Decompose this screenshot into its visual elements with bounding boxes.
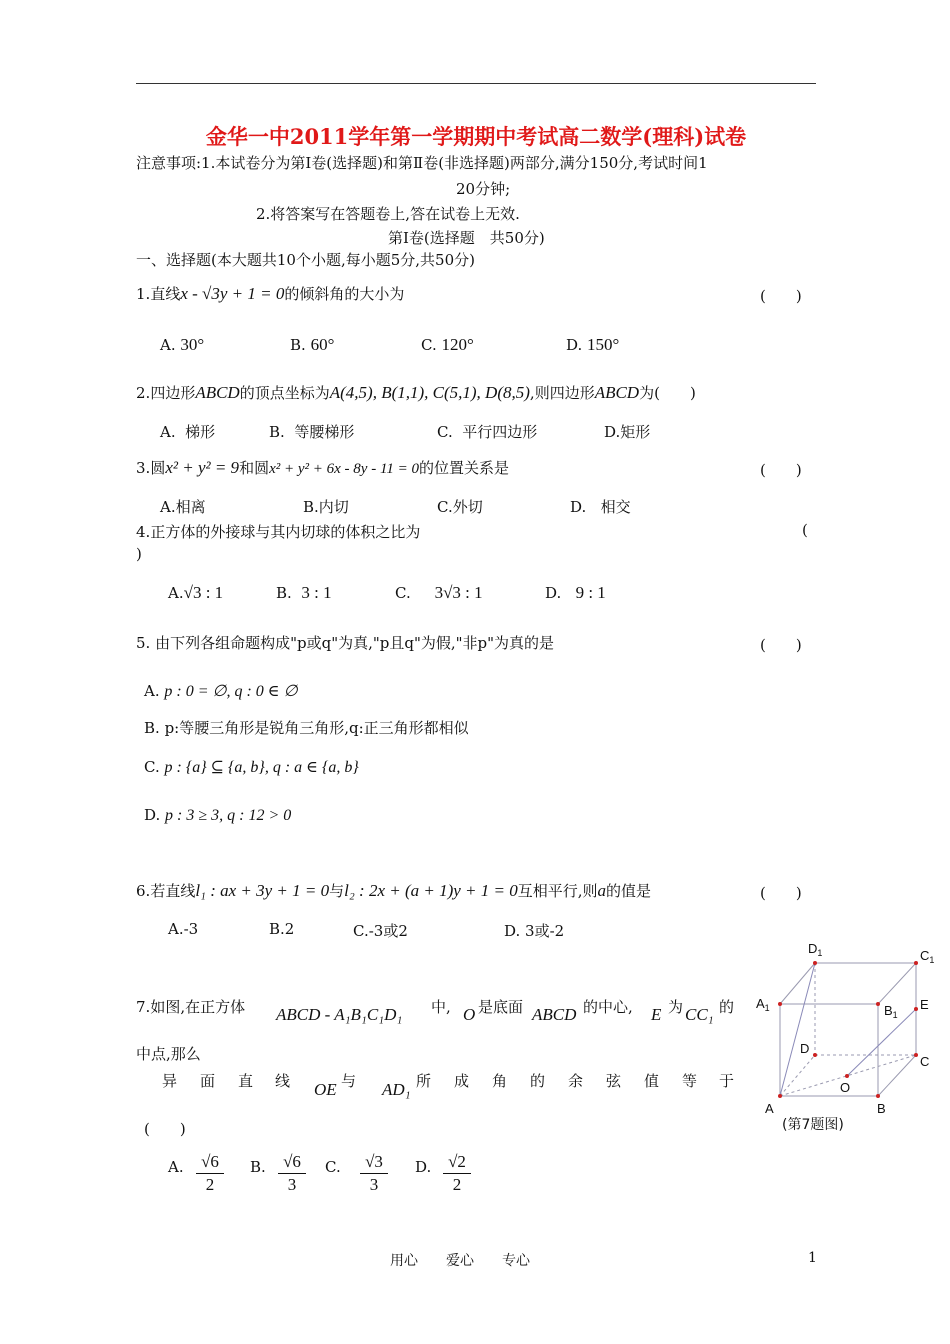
q7-shi: 是底面 [478,998,524,1016]
label-a: A [765,1101,774,1116]
q7-answer-paren: ( ) [144,1120,186,1138]
point-o [845,1074,849,1078]
q7-char: 线 [275,1072,291,1090]
q7-char: 面 [200,1072,216,1090]
label-d1: $D_1$ [808,941,823,958]
footer-slogan: 用心 爱心 专心 [390,1253,530,1269]
question-6: 6.若直线l₁ : ax + 3y + 1 = 0与l₂ : 2x + (a + 1)y + 1 = 0互相平行,则a的值是 [136,881,652,900]
q5-option-b: B. p:等腰三角形是锐角三角形,q:正三角形都相似 [144,719,469,737]
q3-option-d: D. 相交 [570,498,631,516]
vertex-b [876,1094,880,1098]
vertex-c1 [914,961,918,965]
q7-de: 的 [719,998,735,1016]
q2-coordinates: A(4,5), B(1,1), C(5,1), D(8,5) [329,383,530,402]
vertex-c [914,1053,918,1057]
q7-char: 弦 [606,1072,622,1090]
q7-point-o: O [463,1005,476,1024]
question-3: 3.圆x² + y² = 9和圆x² + y² + 6x - 8y - 11 = 0的位置关系是 [136,458,509,477]
question-1 [136,283,404,304]
part1-heading: 第Ⅰ卷(选择题 共50分) [388,229,545,247]
q7-char: 等 [682,1072,698,1090]
q6-option-b: B.2 [269,920,295,938]
q7-char: 于 [719,1072,735,1090]
vertex-a [778,1094,782,1098]
q2-option-c: C. 平行四边形 [437,423,538,441]
q4-option-b: B. 3 : 1 [276,583,332,602]
q4-option-c: C. 3√3 : 1 [395,583,483,602]
label-a1: $A_1$ [756,996,770,1013]
q7-line-oe: OE [314,1080,337,1099]
q7-option-b-label: B. [250,1158,266,1176]
cube-figure [752,940,942,1140]
q1-option-d: D. 150° [566,335,620,354]
q7-base: ABCD [532,1005,577,1024]
q7-edge: CC₁ [685,1005,714,1024]
q6-option-c: C.-3或2 [353,922,408,940]
header-rule [136,83,816,84]
q1-post: 的倾斜角的大小为 [284,285,405,303]
q7-char: 直 [238,1072,254,1090]
figure-caption: (第7题图) [782,1117,844,1133]
notes-line-2: 20分钟; [456,180,511,198]
q4-option-a: A.√3 : 1 [168,583,224,602]
q5-option-a: A. p : 0 = ∅, q : 0 ∈ ∅ [144,682,298,700]
label-b1: $B_1$ [884,1003,898,1020]
q7-zhong: 中, [431,998,451,1016]
q3-answer-paren: ( ) [760,461,802,479]
question-5: 5. 由下列各组命题构成"p或q"为真,"p且q"为假,"非p"为真的是 [136,634,555,652]
q6-option-a: A.-3 [168,920,199,938]
label-c1: $C_1$ [920,948,935,965]
question-4: 4.正方体的外接球与其内切球的体积之比为 [136,523,421,541]
q7-char: 值 [644,1072,660,1090]
q7-char: 余 [568,1072,584,1090]
q7-char: 角 [492,1072,508,1090]
vertex-b1 [876,1002,880,1006]
label-o: O [840,1080,851,1095]
q7-lead: 7.如图,在正方体 [136,998,246,1016]
q7-option-a-fraction: √6 2 [196,1152,224,1195]
section-heading: 一、选择题(本大题共10个小题,每小题5分,共50分) [136,251,475,269]
vertex-a1 [778,1002,782,1006]
q2-option-d: D.矩形 [604,423,651,441]
q1-option-c: C. 120° [421,335,474,354]
q1-equation: x - √3y + 1 = 0 [180,284,285,303]
q7-center: 的中心, [583,998,633,1016]
q7-option-a-label: A. [168,1158,184,1176]
label-d: D [800,1041,810,1056]
label-e: E [920,997,929,1012]
notes-line-3: 2.将答案写在答题卷上,答在试卷上无效. [256,205,520,223]
exam-title: 金华一中2011学年第一学期期中考试高二数学(理科)试卷 [205,124,747,149]
page-number: 1 [808,1250,817,1266]
q7-line-ad1: AD₁ [382,1080,411,1099]
q1-pre: 直线 [150,285,181,303]
q7-option-c-label: C. [325,1158,341,1176]
q5-option-c: C. p : {a} ⊆ {a, b}, q : a ∈ {a, b} [144,758,359,776]
q4-paren-open: ( [802,521,808,539]
q7-line2: 中点,那么 [136,1045,201,1063]
q7-char: 的 [530,1072,546,1090]
q1-option-b: B. 60° [290,335,335,354]
q5-option-d: D. p : 3 ≥ 3, q : 12 > 0 [144,806,292,824]
vertex-d1 [813,961,817,965]
q4-paren-close: ) [136,545,142,563]
label-c: C [920,1054,930,1069]
edge-b1c1 [878,963,916,1004]
q7-option-c-fraction: √3 3 [360,1152,388,1195]
q7-option-d-label: D. [415,1158,432,1176]
q7-point-e: E [651,1005,662,1024]
q7-cube-name: ABCD - A₁B₁C₁D₁ [276,1005,403,1024]
q6-answer-paren: ( ) [760,884,802,902]
q7-option-b-fraction: √6 3 [278,1152,306,1195]
q2-option-b: B. 等腰梯形 [269,423,355,441]
q7-option-d-fraction: √2 2 [443,1152,471,1195]
vertex-d [813,1053,817,1057]
q6-option-d: D. 3或-2 [504,922,565,940]
q4-option-d: D. 9 : 1 [545,583,606,602]
label-b: B [877,1101,886,1116]
q1-option-a: A. 30° [160,335,205,354]
q7-wei: 为 [668,998,684,1016]
q7-yu: 与 [341,1072,357,1090]
point-e [914,1007,918,1011]
notes-line-1: 注意事项:1.本试卷分为第Ⅰ卷(选择题)和第Ⅱ卷(非选择题)两部分,满分150分,考试时间1 [136,154,708,172]
q1-number: 1. [136,285,151,303]
q7-char: 成 [454,1072,470,1090]
question-2: 2.四边形ABCD的顶点坐标为A(4,5), B(1,1), C(5,1), D(8,5),则四边形ABCD为( ) [136,383,696,402]
q5-answer-paren: ( ) [760,636,802,654]
q7-char: 异 [162,1072,178,1090]
q3-option-c: C.外切 [437,498,483,516]
q2-option-a: A. 梯形 [160,423,216,441]
q7-char: 所 [416,1072,432,1090]
q1-answer-paren: ( ) [760,287,802,305]
q3-option-a: A.相离 [160,498,206,516]
q3-option-b: B.内切 [303,498,349,516]
